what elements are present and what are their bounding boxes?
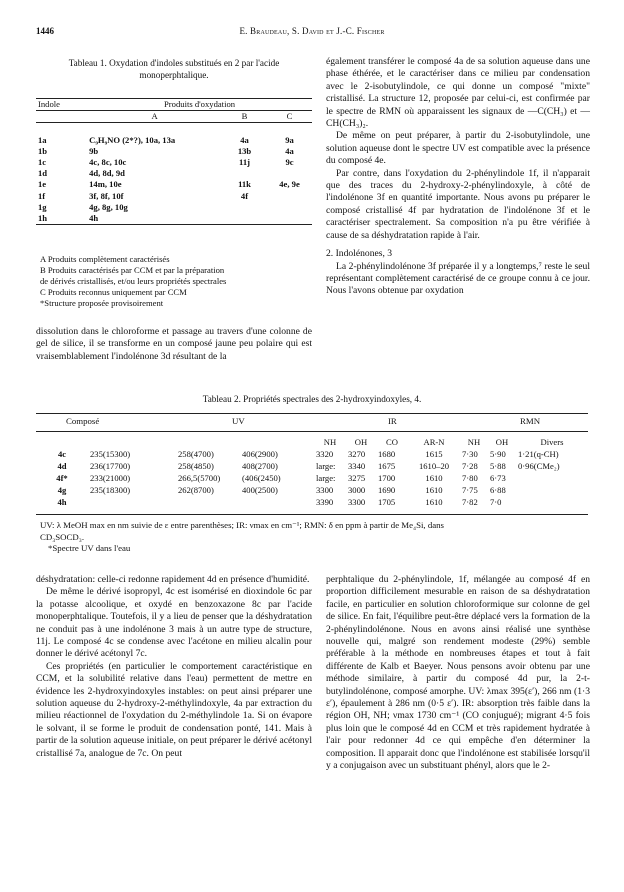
table2-sub-co: CO bbox=[386, 437, 398, 447]
table1-cell-c: 4a bbox=[285, 145, 294, 156]
table1-note: A Produits complètement caractérisés bbox=[40, 254, 170, 264]
table2-cell-compose: 4f* bbox=[56, 473, 68, 483]
paragraph: Ces propriétés (en particulier le comportement caractéristique en CCM, et la solubilité relative dans l'eau) permettent de mettre en évidence les 2-hydroxyindoxyles instables: on peut ainsi préparer une solution aqueuse du 2-hydroxy-2-méthylindoxyle, 4a par extraction du milieu réactionnel de l'oxydation du 2-méthylindole 1a. Si on évapore le solvant, il se forme le produit de condensation ponté, 141. Mais à partir de la solution aqueuse initiale, on peut préparer le dérivé acétonyl cristallisé 7a, analogue de 7c. On peut bbox=[36, 660, 312, 759]
table2-group-header bbox=[36, 414, 588, 428]
table2-note: UV: λ MeOH max en nm suivie de ε entre parenthèses; IR: νmax en cm⁻¹; RMN: δ en ppm à partir de Me₄Si, dans bbox=[40, 520, 444, 530]
table2-cell: 400(2500) bbox=[242, 485, 278, 495]
table1-header-c: C bbox=[286, 111, 293, 122]
table2-cell: 7·28 bbox=[462, 461, 478, 471]
table2-cell: 266,5(5700) bbox=[178, 473, 221, 483]
table2-cell: 3320 bbox=[316, 449, 334, 459]
table2-sub-blank bbox=[176, 436, 240, 448]
table-row bbox=[36, 484, 588, 496]
table2-cell: 7·30 bbox=[462, 449, 478, 459]
table2-cell bbox=[516, 484, 588, 496]
table2-cell: 3270 bbox=[348, 449, 366, 459]
table2-cell bbox=[516, 472, 588, 484]
paragraph: dissolution dans le chloroforme et passage au travers d'une colonne de gel de silice, il se transforme en un composé jaune peu polaire qui est vraisemblablement l'indolénone 3d résultant de la bbox=[36, 326, 312, 362]
table2-cell bbox=[88, 496, 176, 508]
table1-note: B Produits caractérisés par CCM et par la préparation bbox=[40, 265, 225, 275]
table1-note: de dérivés cristallisés, et/ou leurs propriétés spectrales bbox=[40, 276, 227, 286]
table-row bbox=[36, 448, 588, 460]
table-row bbox=[36, 168, 312, 179]
table2-header-compose: Composé bbox=[66, 416, 100, 426]
page-number: 1446 bbox=[36, 26, 54, 36]
table-row bbox=[36, 146, 312, 157]
table1-header-indole: Indole bbox=[38, 99, 60, 109]
paragraph: De même le dérivé isopropyl, 4c est isomérisé en dioxindole 6c par la potasse alcoolique, et oxydé en benzoxazone 8c par l'acide monoperphtalique. Toutefois, il y a lieu de penser que la déshydratation ne conduit pas à une indolénone 3 mais à un autre type de structure, 11j. Le composé 4c se condense avec l'acétone en milieu alcalin pour donner le dérivé acétonyl 7c. bbox=[36, 586, 312, 660]
table2-cell: large: bbox=[316, 473, 336, 483]
table1-cell-b bbox=[222, 168, 267, 179]
table1-cell-a: 3f, 8f, 10f bbox=[89, 190, 124, 201]
table2-sub-rmn-nh: NH bbox=[467, 437, 481, 447]
table-row bbox=[36, 179, 312, 190]
table2-header-rmn: RMN bbox=[520, 416, 541, 426]
table2-cell: 1690 bbox=[378, 485, 396, 495]
table2-bottom-rule bbox=[36, 514, 588, 515]
table2-cell: 1610 bbox=[425, 473, 443, 483]
table2-sub-blank bbox=[240, 436, 314, 448]
table1-cell-c bbox=[267, 191, 312, 202]
table2-cell: 235(15300) bbox=[90, 449, 131, 459]
table2-cell: 3390 bbox=[316, 497, 334, 507]
paragraph: également transférer le composé 4a de sa solution aqueuse dans une phase éthérée, et le caractériser dans ce milieu par condensation avec le 2-isobutylindole, ce qui donne un composé "mixte" cristallisé. La structure 12, proposée par celui-ci, est confirmée par le spectre de RMN où apparaissent les signaux de —C(CH₃) et —CH(CH₃)₂. bbox=[326, 56, 590, 130]
table2-cell: 1610–20 bbox=[418, 461, 450, 471]
table2-cell bbox=[240, 496, 314, 508]
running-authors: E. Braudeau, S. David et J.-C. Fischer bbox=[239, 26, 385, 36]
table-row bbox=[36, 157, 312, 168]
table1-cell-c: 4e, 9e bbox=[279, 179, 300, 190]
table1-caption-line1: Tableau 1. Oxydation d'indoles substitués en 2 par l'acide bbox=[68, 58, 280, 68]
paragraph: perphtalique du 2-phénylindole, 1f, mélangée au composé 4f en proportion difficilement mesurable en raison de sa déshydratation facile, en particulier en solution chloroformique sur colonne de gel de silice. En fait, l'équilibre peut-être déplacé vers la formation de la 2-phénylindolénone. Nous en avons ainsi réalisé une synthèse nouvelle qui, malgré son rendement modeste (29%) semble préférable à la méthode en nombreuses étapes et tout à fait différente de Kalb et Baeyer. Nous pensons avoir obtenu par une méthode similaire, à partir du composé 4d pur, la 2-t-butylindolénone, composé amorphe. UV: λmax 395(ε′), 266 nm (1·3 ε′), épaulement à 286 nm (0·5 ε′). IR: absorption très faible dans la région OH, NH; νmax 1730 cm⁻¹ (CO conjugué); migrant 4·5 fois plus loin que le composé 4d en CCM et très rapidement hydratée à l'air pour redonner 4d ce qui empêche d'en déterminer la composition. Il apparait donc que l'indolénone est stabilisée lorsqu'il y a conjugaison avec un substituant phényl, alors que le 2- bbox=[326, 574, 590, 772]
table-row bbox=[36, 460, 588, 472]
table1-cell-a: 4g, 8g, 10g bbox=[89, 201, 128, 212]
table-row bbox=[36, 496, 588, 508]
table2-cell-compose: 4h bbox=[57, 497, 67, 507]
table1-cell-a: 9b bbox=[89, 145, 99, 156]
table2-cell: 1675 bbox=[378, 461, 396, 471]
table2-cell-compose: 4d bbox=[57, 461, 67, 471]
table2-cell: 236(17700) bbox=[90, 461, 131, 471]
page-header bbox=[36, 26, 588, 42]
table2-cell: 233(21000) bbox=[90, 473, 131, 483]
table2-cell bbox=[176, 496, 240, 508]
table1-cell-a: 4d, 8d, 9d bbox=[89, 168, 125, 179]
left-column-top-text bbox=[36, 326, 312, 363]
table2-cell: 7·75 bbox=[462, 485, 478, 495]
table2-sub-oh: OH bbox=[354, 437, 368, 447]
table1-cell-b: 11j bbox=[239, 157, 250, 167]
table1-header-products: Produits d'oxydation bbox=[164, 99, 236, 109]
table2-sub-arn: AR-N bbox=[423, 437, 445, 447]
table1 bbox=[36, 98, 312, 225]
table1-cell-indole: 1a bbox=[38, 134, 47, 145]
table1-cell-b: 4a bbox=[240, 134, 249, 145]
table2-cell: 1610 bbox=[425, 485, 443, 495]
table1-caption-line2: monoperphtalique. bbox=[139, 69, 209, 80]
table-row bbox=[36, 135, 312, 146]
paragraph: Par contre, dans l'oxydation du 2-phénylindole 1f, il n'apparait que des traces du 2-hydroxy-2-phénylindoxyle, à côté de l'indolénone 3f en quantité importante. Nous avons pu préparer le composé cristallisé 4f par hydratation de l'indolénone 3f et le caractériser spectralement. Sa composition n'a pu être vérifiée à cause de sa déshydratation rapide à l'air. bbox=[326, 167, 590, 241]
table1-cell-b: 4f bbox=[240, 190, 249, 201]
table-row bbox=[36, 202, 312, 213]
table1-cell-indole: 1e bbox=[38, 179, 47, 190]
table1-cell-a: 4c, 8c, 10c bbox=[89, 157, 127, 167]
paragraph: La 2-phénylindolénone 3f préparée il y a longtemps,⁷ reste le seul représentant complètement caractérisé de ce groupe connu à ce jour. Nous l'avons obtenue par oxydation bbox=[326, 260, 590, 297]
table2-cell: 7·0 bbox=[490, 497, 502, 507]
table2-cell: 5·88 bbox=[490, 461, 506, 471]
table2-cell: 258(4700) bbox=[178, 449, 214, 459]
table1-cell-c: 9a bbox=[285, 134, 294, 145]
table1-header-b: B bbox=[241, 111, 248, 122]
table2-cell: large: bbox=[316, 461, 336, 471]
table1-cell-indole: 1b bbox=[38, 145, 48, 156]
table2-cell: 5·90 bbox=[490, 449, 506, 459]
table2-cell: 1680 bbox=[378, 449, 396, 459]
table2-sub-blank bbox=[88, 436, 176, 448]
left-column-bottom-text bbox=[36, 574, 312, 760]
table2-cell: 6·73 bbox=[490, 473, 506, 483]
table1-cell-a: 14m, 10e bbox=[89, 179, 122, 190]
table2-sub-rmn-oh: OH bbox=[495, 437, 509, 447]
table1-cell-b: 11k bbox=[238, 179, 251, 190]
table2-cell: 3340 bbox=[348, 461, 366, 471]
table1-notes bbox=[40, 254, 312, 309]
table1-cell-indole: 1h bbox=[38, 213, 48, 224]
table2 bbox=[36, 436, 588, 508]
table2-sub-divers: Divers bbox=[540, 437, 564, 447]
table2-note: *Spectre UV dans l'eau bbox=[48, 543, 131, 554]
table2-cell: 262(8700) bbox=[178, 485, 214, 495]
table-row bbox=[36, 472, 588, 484]
table1-cell-a: 4h bbox=[89, 213, 99, 224]
section-heading-text: 2. Indolénones, 3 bbox=[326, 248, 393, 260]
table2-cell: 6·88 bbox=[490, 485, 506, 495]
table2-header-uv: UV bbox=[232, 416, 245, 426]
table2-cell: 3300 bbox=[316, 485, 334, 495]
table2-cell: 7·82 bbox=[462, 497, 478, 507]
table2-note: CD₃SOCD₃. bbox=[40, 531, 85, 542]
table2-cell: 3275 bbox=[348, 473, 366, 483]
table2-cell-compose: 4g bbox=[57, 485, 67, 495]
table2-cell: 1700 bbox=[378, 473, 396, 483]
paragraph: déshydratation: celle-ci redonne rapidement 4d en présence d'humidité. bbox=[36, 574, 310, 585]
table2-cell: 1705 bbox=[378, 497, 396, 507]
table1-cell-c bbox=[267, 202, 312, 213]
right-column-top-text bbox=[326, 56, 590, 298]
table1-cell-c: 9c bbox=[285, 157, 294, 167]
table2-header-rule bbox=[36, 431, 588, 432]
table2-cell: 3300 bbox=[348, 497, 366, 507]
table1-spacer bbox=[36, 123, 87, 135]
table2-cell bbox=[516, 496, 588, 508]
table1-cell-a: C₉H₉NO (2*?), 10a, 13a bbox=[89, 134, 176, 145]
table1-cell-indole: 1d bbox=[38, 168, 48, 179]
table2-cell: 1610 bbox=[425, 497, 443, 507]
table-row bbox=[36, 191, 312, 202]
table1-header-a: A bbox=[151, 111, 158, 122]
table1-cell-indole: 1c bbox=[38, 157, 47, 167]
table1-cell-b bbox=[222, 202, 267, 213]
table2-cell: 0·96(CMe₂) bbox=[518, 461, 560, 471]
right-column-bottom-text bbox=[326, 574, 590, 773]
table2-notes bbox=[40, 520, 588, 555]
table1-cell-indole: 1f bbox=[38, 190, 46, 201]
table1-cell-b bbox=[222, 213, 267, 225]
table2-cell: 235(18300) bbox=[90, 485, 131, 495]
table2-cell: 408(2700) bbox=[242, 461, 278, 471]
table2-cell: 1615 bbox=[425, 449, 443, 459]
table2-caption: Tableau 2. Propriétés spectrales des 2-hydroxyindoxyles, 4. bbox=[202, 394, 422, 404]
table-row bbox=[36, 213, 312, 225]
table2-cell: (406(2450) bbox=[242, 473, 281, 483]
table2-cell: 258(4850) bbox=[178, 461, 214, 471]
table1-caption bbox=[36, 58, 312, 82]
table2-sub-blank bbox=[36, 436, 88, 448]
table1-cell-b: 13b bbox=[237, 145, 252, 156]
paragraph: De même on peut préparer, à partir du 2-isobutylindole, une solution aqueuse dont le spectre UV est compatible avec la présence du composé 4e. bbox=[326, 130, 590, 167]
table2-sub-nh: NH bbox=[323, 437, 337, 447]
table1-note: C Produits reconnus uniquement par CCM bbox=[40, 287, 187, 297]
table1-cell-c bbox=[267, 213, 312, 225]
table1-cell-c bbox=[267, 168, 312, 179]
table2-cell: 7·80 bbox=[462, 473, 478, 483]
table2-cell: 3000 bbox=[348, 485, 366, 495]
table2-subheader bbox=[36, 436, 588, 448]
table1-cell-indole: 1g bbox=[38, 201, 47, 212]
table2-cell: 406(2900) bbox=[242, 449, 278, 459]
table1-header-blank bbox=[36, 111, 87, 123]
table1-note: *Structure proposée provisoirement bbox=[40, 298, 164, 308]
table2-cell-compose: 4c bbox=[57, 449, 67, 459]
table2-header-ir: IR bbox=[388, 416, 397, 426]
table2-cell: 1·21(q-CH) bbox=[518, 449, 559, 459]
section-heading bbox=[326, 248, 590, 260]
